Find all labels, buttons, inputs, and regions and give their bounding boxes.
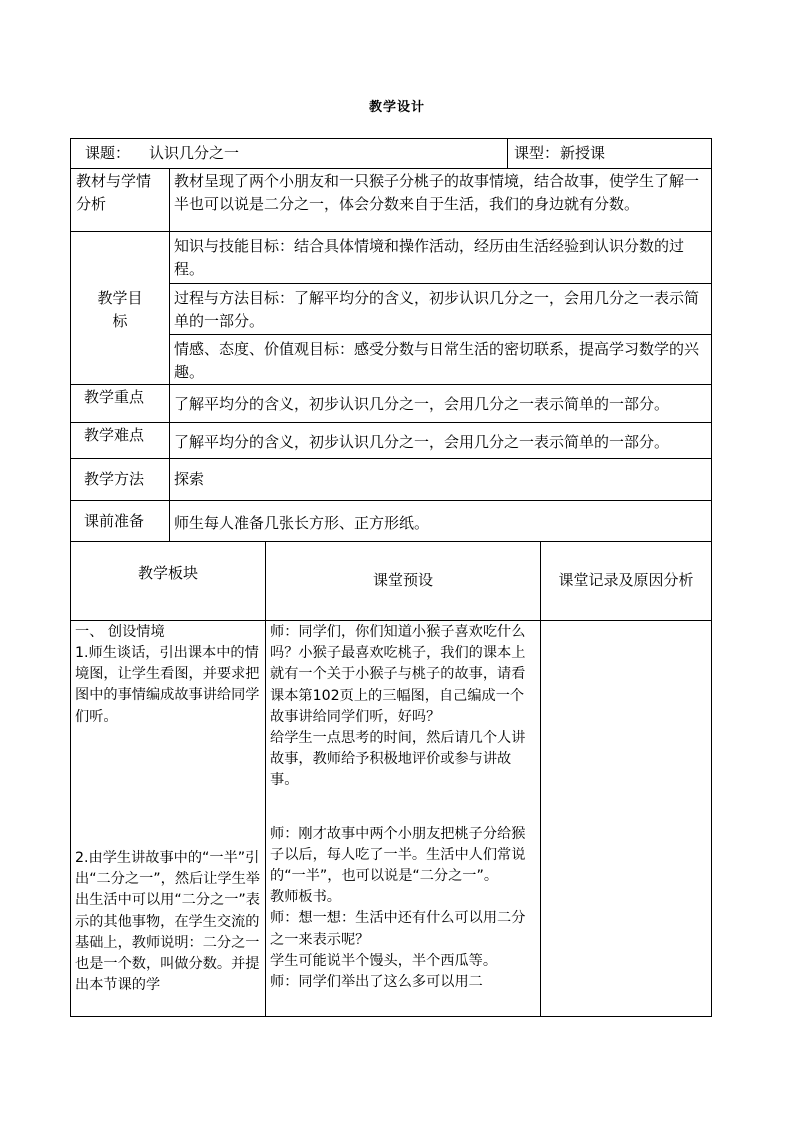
preset-header-cell: [265, 541, 541, 621]
method-label-cell: [70, 458, 170, 501]
preset-paragraph-1: 师：同学们，你们知道小猴子喜欢吃什么吗？小猴子最喜欢吃桃子，我们的课本上就有一个关于小猴子与桃子的故事，请看课本第102页上的三幅图，自己编成一个故事讲给同学们听，好吗？: [270, 624, 526, 725]
topic-value: 认识几分之一: [149, 144, 240, 162]
record-header-cell: [540, 541, 712, 621]
topic-cell: [70, 138, 508, 169]
module-header: 教学板块: [137, 564, 198, 582]
preset-paragraph-7: 师：同学们举出了这么多可以用二: [270, 974, 483, 991]
emotion-objective-cell: [169, 334, 712, 385]
preparation-text-cell: [169, 500, 712, 542]
lesson-type-cell: [507, 138, 712, 169]
knowledge-objective-cell: [169, 231, 712, 284]
preset-paragraph-6: 学生可能说半个馒头，半个西瓜等。: [270, 952, 498, 969]
process-objective-text: 过程与方法目标：了解平均分的含义，初步认识几分之一，会用几分之一表示简单的一部分。: [174, 289, 700, 330]
module-header-cell: [70, 541, 266, 621]
analysis-label: 教材与学情分析: [76, 172, 152, 213]
key-points-text-cell: [169, 384, 712, 423]
lesson-type-value: 新授课: [560, 144, 606, 162]
record-header: 课堂记录及原因分析: [558, 571, 694, 589]
module-body-cell: [70, 620, 266, 1017]
document-title: 教学设计: [368, 100, 425, 115]
preset-paragraph-2: 给学生一点思考的时间，然后请几个人讲故事，教师给予积极地评价或参与讲故事。: [270, 730, 526, 789]
analysis-text-cell: [169, 168, 712, 232]
record-body-cell: [540, 620, 712, 1017]
difficulties-text: 了解平均分的含义，初步认识几分之一，会用几分之一表示简单的一部分。: [174, 433, 670, 451]
preset-text-block: [270, 622, 534, 993]
analysis-label-cell: [70, 168, 170, 232]
preset-paragraph-5: 师：想一想：生活中还有什么可以用二分之一来表示呢？: [270, 910, 526, 948]
difficulties-label-cell: [70, 422, 170, 459]
topic-label: 课题：: [85, 144, 131, 162]
lesson-type-label: 课型：: [514, 144, 560, 162]
key-points-label: 教学重点: [84, 388, 145, 406]
analysis-text: 教材呈现了两个小朋友和一只猴子分桃子的故事情境，结合故事，使学生了解一半也可以说是二分之一，体会分数来自于生活，我们的身边就有分数。: [174, 172, 700, 213]
difficulties-label: 教学难点: [84, 426, 145, 444]
key-points-text: 了解平均分的含义，初步认识几分之一，会用几分之一表示简单的一部分。: [174, 395, 670, 413]
preparation-label: 课前准备: [84, 512, 145, 530]
difficulties-text-cell: [169, 422, 712, 459]
key-points-label-cell: [70, 384, 170, 423]
step-2-text: 2.由学生讲故事中的“一半”引出“二分之一”，然后让学生举出生活中可以用“二分之一”表示的其他事物，在学生交流的基础上，教师说明：二分之一也是一个数，叫做分数。并提出本节课的学: [75, 850, 260, 994]
preset-header: 课堂预设: [372, 571, 433, 589]
method-text-cell: [169, 458, 712, 501]
preset-body-cell: [265, 620, 541, 1017]
objectives-label: 教学目标: [97, 289, 143, 330]
knowledge-objective-text: 知识与技能目标：结合具体情境和操作活动，经历由生活经验到认识分数的过程。: [174, 237, 685, 278]
preset-paragraph-3: 师：刚才故事中两个小朋友把桃子分给猴子以后，每人吃了一半。生活中人们常说的“一半”，也可以说是“二分之一”。: [270, 825, 526, 885]
objectives-label-cell: [70, 231, 170, 385]
step-1-text: 1.师生谈话，引出课本中的情境图，让学生看图，并要求把图中的事情编成故事讲给同学们听。: [75, 645, 260, 725]
method-text: 探索: [174, 470, 205, 488]
emotion-objective-text: 情感、态度、价值观目标：感受分数与日常生活的密切联系，提高学习数学的兴趣。: [174, 340, 700, 381]
preset-paragraph-4: 教师板书。: [270, 889, 341, 906]
process-objective-cell: [169, 283, 712, 335]
step-heading: 一、 创设情境: [75, 624, 165, 640]
preparation-text: 师生每人准备几张长方形、正方形纸。: [174, 514, 430, 532]
paragraph-spacer: [270, 792, 534, 824]
method-label: 教学方法: [84, 470, 145, 488]
preparation-label-cell: [70, 500, 170, 542]
